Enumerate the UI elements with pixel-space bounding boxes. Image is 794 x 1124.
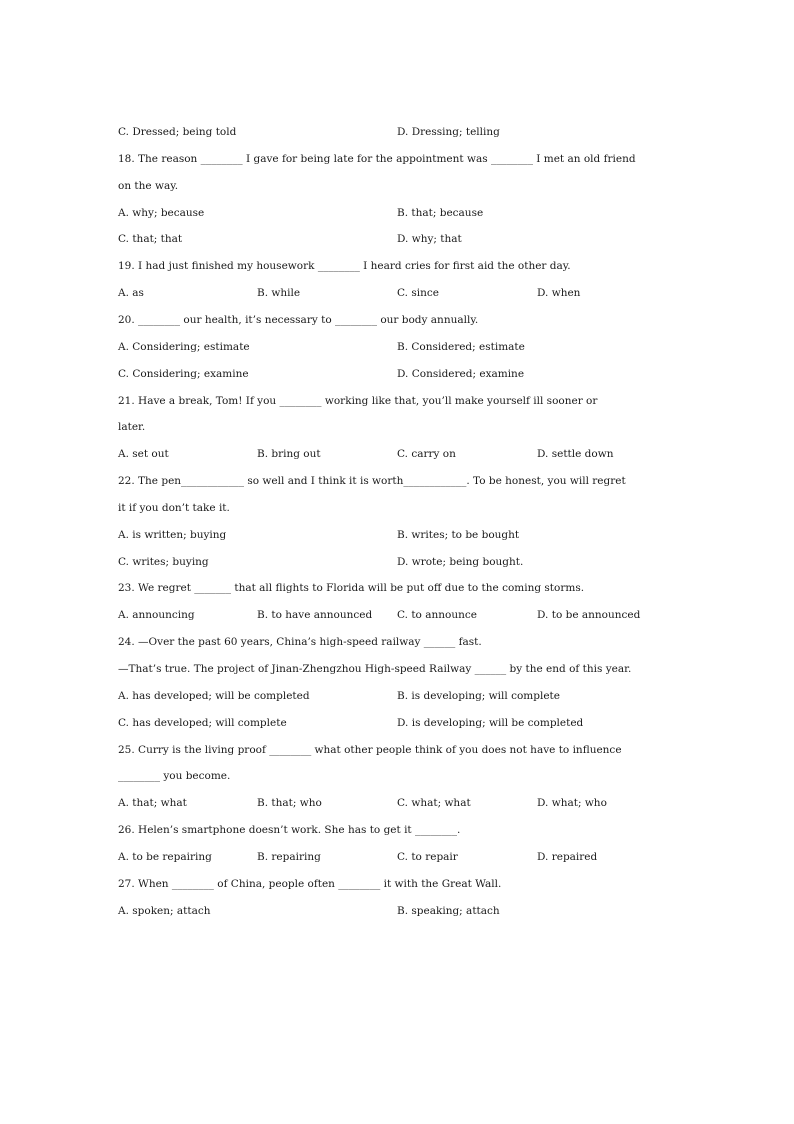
- answer-option: C. writes; buying: [118, 556, 209, 568]
- answer-option: D. Considered; examine: [397, 368, 525, 380]
- answer-options-row: [118, 554, 688, 570]
- question-text-line: on the way.: [118, 180, 179, 192]
- answer-options-row: [118, 446, 688, 462]
- answer-option: C. that; that: [118, 233, 183, 245]
- answer-option: B. that; who: [257, 797, 322, 809]
- answer-option: C. Considering; examine: [118, 368, 249, 380]
- answer-option: D. wrote; being bought.: [397, 556, 524, 568]
- answer-option: B. to have announced: [257, 609, 373, 621]
- question-text-line: 26. Helen’s smartphone doesn’t work. She has to get it ________.: [118, 824, 461, 836]
- question-text-line: —That’s true. The project of Jinan-Zhengzhou High-speed Railway ______ by the end of this year.: [118, 663, 632, 675]
- answer-options-row: [118, 527, 688, 543]
- answer-option: C. carry on: [397, 448, 456, 460]
- question-text-line: 20. ________ our health, it’s necessary to ________ our body annually.: [118, 314, 479, 326]
- question-text-line: 18. The reason ________ I gave for being late for the appointment was ________ I met an old friend: [118, 153, 636, 165]
- answer-options-row: [118, 688, 688, 704]
- question-text-line: 22. The pen____________ so well and I think it is worth____________. To be honest, you will regret: [118, 475, 626, 487]
- question-text-line: later.: [118, 421, 146, 433]
- answer-option: D. Dressing; telling: [397, 126, 500, 138]
- answer-option: B. speaking; attach: [397, 905, 500, 917]
- answer-option: A. as: [118, 287, 144, 299]
- answer-options-row: [118, 795, 688, 811]
- answer-option: B. writes; to be bought: [397, 529, 520, 541]
- answer-option: A. to be repairing: [118, 851, 212, 863]
- answer-option: A. why; because: [118, 207, 205, 219]
- answer-options-row: [118, 124, 688, 140]
- answer-options-row: [118, 715, 688, 731]
- answer-option: D. repaired: [537, 851, 598, 863]
- answer-options-row: [118, 339, 688, 355]
- question-text-line: 21. Have a break, Tom! If you ________ working like that, you’ll make yourself ill sooner or: [118, 395, 598, 407]
- answer-option: A. that; what: [118, 797, 187, 809]
- answer-option: B. is developing; will complete: [397, 690, 560, 702]
- question-text-line: 24. —Over the past 60 years, China’s high-speed railway ______ fast.: [118, 636, 482, 648]
- answer-option: A. Considering; estimate: [118, 341, 250, 353]
- answer-option: B. repairing: [257, 851, 321, 863]
- answer-option: B. Considered; estimate: [397, 341, 525, 353]
- answer-option: C. Dressed; being told: [118, 126, 237, 138]
- answer-options-row: [118, 205, 688, 221]
- answer-option: B. bring out: [257, 448, 321, 460]
- answer-option: A. spoken; attach: [118, 905, 211, 917]
- answer-option: D. to be announced: [537, 609, 641, 621]
- question-text-line: 23. We regret _______ that all flights to Florida will be put off due to the coming storms.: [118, 582, 585, 594]
- question-text-line: 19. I had just finished my housework ________ I heard cries for first aid the other day.: [118, 260, 571, 272]
- answer-option: D. why; that: [397, 233, 462, 245]
- question-text-line: 27. When ________ of China, people often ________ it with the Great Wall.: [118, 878, 502, 890]
- answer-options-row: [118, 849, 688, 865]
- answer-option: C. since: [397, 287, 439, 299]
- answer-option: A. is written; buying: [118, 529, 227, 541]
- answer-option: B. while: [257, 287, 301, 299]
- answer-options-row: [118, 607, 688, 623]
- question-text-line: it if you don’t take it.: [118, 502, 230, 514]
- answer-option: D. is developing; will be completed: [397, 717, 584, 729]
- answer-options-row: [118, 366, 688, 382]
- answer-option: A. set out: [118, 448, 169, 460]
- question-text-line: 25. Curry is the living proof ________ what other people think of you does not have to influence: [118, 744, 622, 756]
- answer-option: C. to repair: [397, 851, 458, 863]
- answer-options-row: [118, 903, 688, 919]
- answer-option: A. has developed; will be completed: [118, 690, 310, 702]
- answer-option: D. settle down: [537, 448, 614, 460]
- question-text-line: ________ you become.: [118, 770, 231, 782]
- answer-option: D. when: [537, 287, 581, 299]
- answer-option: A. announcing: [118, 609, 195, 621]
- answer-option: C. has developed; will complete: [118, 717, 287, 729]
- answer-option: C. to announce: [397, 609, 477, 621]
- answer-options-row: [118, 285, 688, 301]
- answer-option: C. what; what: [397, 797, 471, 809]
- answer-options-row: [118, 231, 688, 247]
- answer-option: D. what; who: [537, 797, 607, 809]
- answer-option: B. that; because: [397, 207, 484, 219]
